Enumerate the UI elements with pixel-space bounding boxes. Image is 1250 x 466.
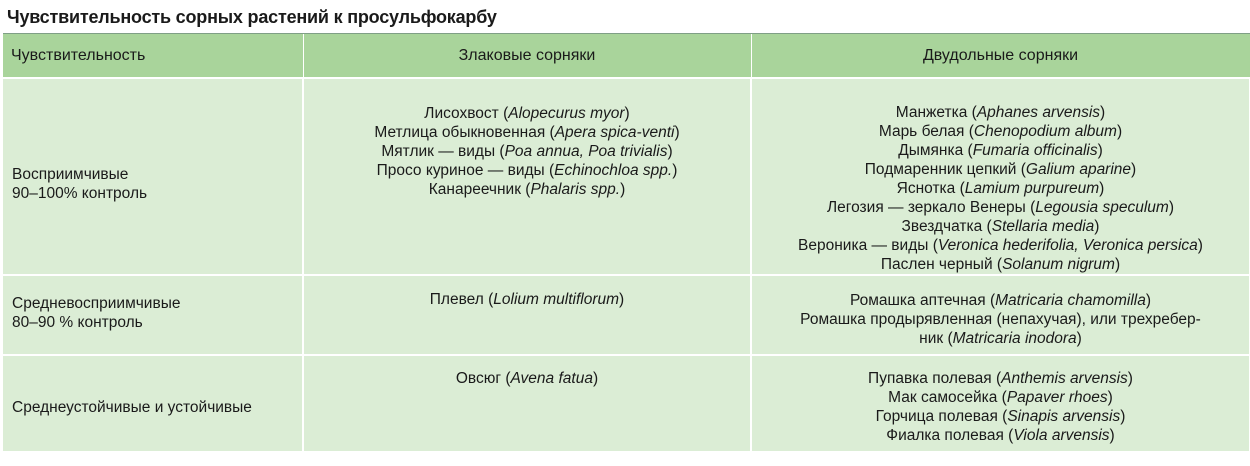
header-row (3, 34, 1250, 78)
closing-paren: ) (1120, 408, 1126, 425)
weed-species (756, 160, 1245, 179)
sensitivity-cell (3, 355, 303, 451)
closing-paren: ) (1131, 161, 1137, 178)
closing-paren: ) (672, 162, 678, 179)
grass-weeds-cell (303, 78, 751, 275)
dicot-weeds-cell (751, 275, 1250, 355)
latin-name: Galium aparine (1025, 161, 1132, 178)
common-name: Лисохвост ( (424, 105, 509, 122)
sensitivity-line: 80–90 % контроль (12, 314, 143, 331)
weed-species (308, 123, 746, 142)
sensitivity-cell (3, 78, 303, 275)
sensitivity-line: Средневосприимчивые (12, 295, 181, 312)
common-name: Ромашка аптечная ( (849, 292, 996, 309)
common-name: Легозия — зеркало Венеры ( (827, 199, 1036, 216)
table-row (3, 355, 1250, 451)
latin-name: Lamium purpureum (964, 180, 1100, 197)
common-name: Подмаренник цепкий ( (864, 161, 1026, 178)
weed-species (756, 291, 1245, 310)
common-name: Мак самосейка ( (888, 389, 1007, 406)
weed-species (756, 103, 1245, 122)
table-row (3, 275, 1250, 355)
common-name: Овсюг ( (455, 370, 511, 387)
weed-species (756, 388, 1245, 407)
closing-paren: ) (1076, 330, 1082, 347)
common-name: Звездчатка ( (901, 218, 992, 235)
weed-species (308, 142, 746, 161)
dicot-weeds-cell (751, 355, 1250, 451)
weed-species (756, 329, 1245, 348)
latin-name: Apera spica-venti (554, 124, 675, 141)
common-name: Яснотка ( (896, 180, 965, 197)
weed-species (756, 426, 1245, 445)
weed-species (756, 255, 1245, 274)
latin-name: Matricaria inodora (952, 330, 1077, 347)
sensitivity-line: Восприимчивые (12, 165, 129, 183)
weed-species (756, 198, 1245, 217)
latin-name: Phalaris spp. (530, 181, 621, 198)
weed-species (308, 290, 746, 309)
table-row (3, 78, 1250, 275)
weed-species (756, 217, 1245, 236)
closing-paren: ) (1107, 389, 1113, 406)
common-name: Фиалка полевая ( (886, 427, 1014, 444)
common-name: Пупавка полевая ( (868, 370, 1002, 387)
closing-paren: ) (619, 291, 625, 308)
common-name: Манжетка ( (895, 104, 977, 121)
grass-weeds-cell (303, 275, 751, 355)
latin-name: Chenopodium album (973, 123, 1117, 140)
closing-paren: ) (1145, 292, 1152, 309)
sensitivity-line: Среднеустойчивые и устойчивые (12, 399, 252, 416)
header-dicot-weeds: Двудольные сорняки (751, 34, 1250, 78)
weed-species (756, 179, 1245, 198)
weed-species (756, 407, 1245, 426)
closing-paren: ) (1197, 237, 1203, 254)
latin-name: Papaver rhoes (1006, 389, 1108, 406)
closing-paren: ) (1109, 427, 1115, 444)
sensitivity-cell (3, 275, 303, 355)
common-name: Дымянка ( (898, 142, 973, 159)
table-body (3, 78, 1250, 451)
latin-name: Sinapis arvensis (1007, 408, 1121, 425)
header-sensitivity: Чувствительность (3, 34, 303, 78)
closing-paren: ) (620, 181, 626, 198)
common-name: Ромашка продырявленная (непахучая), или трехребер- (800, 311, 1201, 328)
latin-name: Stellaria media (991, 218, 1095, 235)
latin-name: Echinochloa spp. (554, 162, 673, 179)
weed-species (308, 104, 746, 123)
closing-paren: ) (1168, 199, 1174, 216)
closing-paren: ) (667, 143, 673, 160)
common-name: ник ( (919, 330, 953, 347)
weed-species (756, 122, 1245, 141)
weed-species (756, 236, 1245, 255)
grass-weeds-cell (303, 355, 751, 451)
closing-paren: ) (592, 370, 599, 387)
weed-species (308, 180, 746, 199)
latin-name: Poa annua, Poa trivialis (504, 143, 668, 160)
common-name: Канареечник ( (428, 181, 531, 198)
common-name: Метлица обыкновенная ( (374, 124, 555, 141)
common-name: Плевел ( (429, 291, 494, 308)
closing-paren: ) (1114, 256, 1121, 273)
latin-name: Lolium multiflorum (493, 291, 620, 308)
weed-species (756, 141, 1245, 160)
common-name: Паслен черный ( (880, 256, 1003, 273)
latin-name: Legousia speculum (1035, 199, 1169, 216)
closing-paren: ) (674, 124, 680, 141)
common-name: Марь белая ( (878, 123, 974, 140)
closing-paren: ) (1116, 123, 1123, 140)
common-name: Горчица полевая ( (875, 408, 1008, 425)
weed-species (756, 369, 1245, 388)
table-title: Чувствительность сорных растений к просульфокарбу (3, 0, 1250, 34)
closing-paren: ) (1100, 104, 1106, 121)
header-grass-weeds: Злаковые сорняки (303, 34, 751, 78)
closing-paren: ) (1097, 142, 1103, 159)
latin-name: Anthemis arvensis (1001, 370, 1128, 387)
weed-species (308, 369, 746, 388)
latin-name: Solanum nigrum (1002, 256, 1115, 273)
common-name: Мятлик — виды ( (381, 143, 505, 160)
latin-name: Fumaria officinalis (972, 142, 1098, 159)
latin-name: Viola arvensis (1013, 427, 1110, 444)
closing-paren: ) (1099, 180, 1105, 197)
latin-name: Alopecurus myor (508, 105, 625, 122)
closing-paren: ) (1094, 218, 1100, 235)
common-name: Вероника — виды ( (798, 237, 938, 254)
weed-species (756, 310, 1245, 329)
latin-name: Matricaria chamomilla (995, 292, 1146, 309)
weed-species (308, 161, 746, 180)
dicot-weeds-cell (751, 78, 1250, 275)
closing-paren: ) (1127, 370, 1133, 387)
latin-name: Avena fatua (510, 370, 593, 387)
closing-paren: ) (624, 105, 630, 122)
weed-sensitivity-table (3, 34, 1250, 451)
common-name: Просо куриное — виды ( (376, 162, 555, 179)
latin-name: Aphanes arvensis (976, 104, 1101, 121)
latin-name: Veronica hederifolia, Veronica persica (937, 237, 1198, 254)
sensitivity-line: 90–100% контроль (12, 184, 148, 202)
